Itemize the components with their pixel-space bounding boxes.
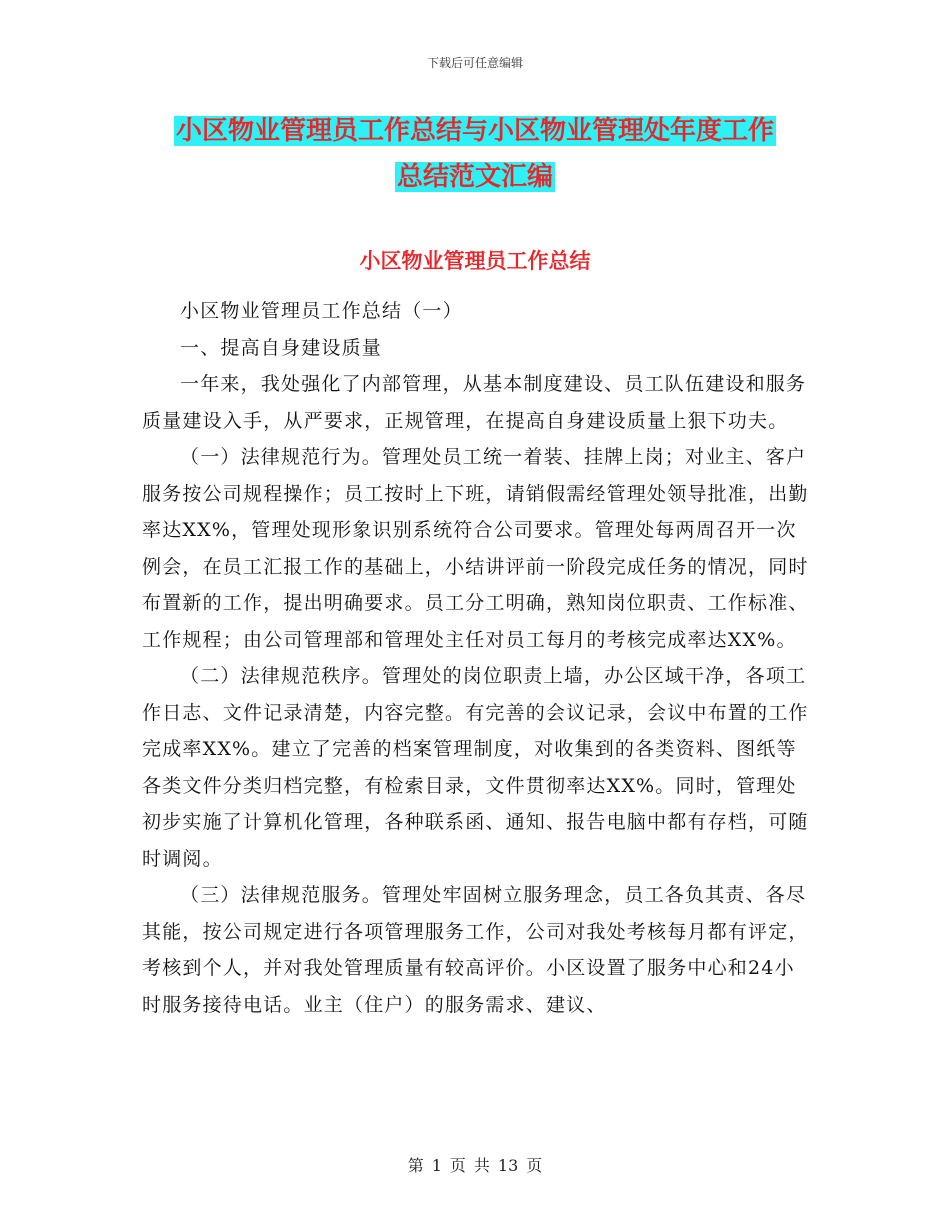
footer-total-pages: 13 [497,1156,519,1175]
document-title-line-2: 总结范文汇编 [396,162,553,192]
paragraph: （二）法律规范秩序。管理处的岗位职责上墙，办公区域干净，各项工作日志、文件记录清楚，内容完整。有完善的会议记录，会议中布置的工作完成率XX%。建立了完善的档案管理制度，对收集到的各类资料、图纸等各类文件分类归档完整，有检索目录，文件贯彻率达XX%。同时，管理处初步实施了计算机化管理，各种联系函、通知、报告电脑中都有存档，可随时调阅。 [142,665,809,870]
footer-page-unit: 页 [449,1156,466,1175]
footer-total-label: 共 [473,1156,490,1175]
footer-page-number: 1 [431,1156,442,1175]
page-footer [0,1153,950,1176]
document-title-line-1: 小区物业管理员工作总结与小区物业管理处年度工作 [175,116,774,146]
paragraph: 一、提高自身建设质量 [180,336,383,359]
footer-total-unit: 页 [526,1156,543,1175]
paragraph: 一年来，我处强化了内部管理，从基本制度建设、员工队伍建设和服务质量建设入手，从严要求，正规管理，在提高自身建设质量上狠下功夫。 [142,373,807,432]
paragraph: （三）法律规范服务。管理处牢固树立服务理念，员工各负其责、各尽其能，按公司规定进行各项管理服务工作，公司对我处考核每月都有评定，考核到个人，并对我处管理质量有较高评价。小区设置了服务中心和24小时服务接待电话。业主（住户）的服务需求、建议、 [142,884,809,1016]
section-title: 小区物业管理员工作总结 [359,249,591,273]
document-body [142,293,812,1023]
paragraph: （一）法律规范行为。管理处员工统一着装、挂牌上岗；对业主、客户服务按公司规程操作；员工按时上下班，请销假需经管理处领导批准，出勤率达XX%，管理处现形象识别系统符合公司要求。管理处每两周召开一次例会，在员工汇报工作的基础上，小结讲评前一阶段完成任务的情况，同时布置新的工作，提出明确要求。员工分工明确，熟知岗位职责、工作标准、工作规程；由公司管理部和管理处主任对员工每月的考核完成率达XX%。 [142,446,809,651]
footer-page-label: 第 [407,1156,424,1175]
header-note: 下载后可任意编辑 [426,56,523,70]
document-title [140,108,810,200]
paragraph: 小区物业管理员工作总结（一） [180,300,463,322]
